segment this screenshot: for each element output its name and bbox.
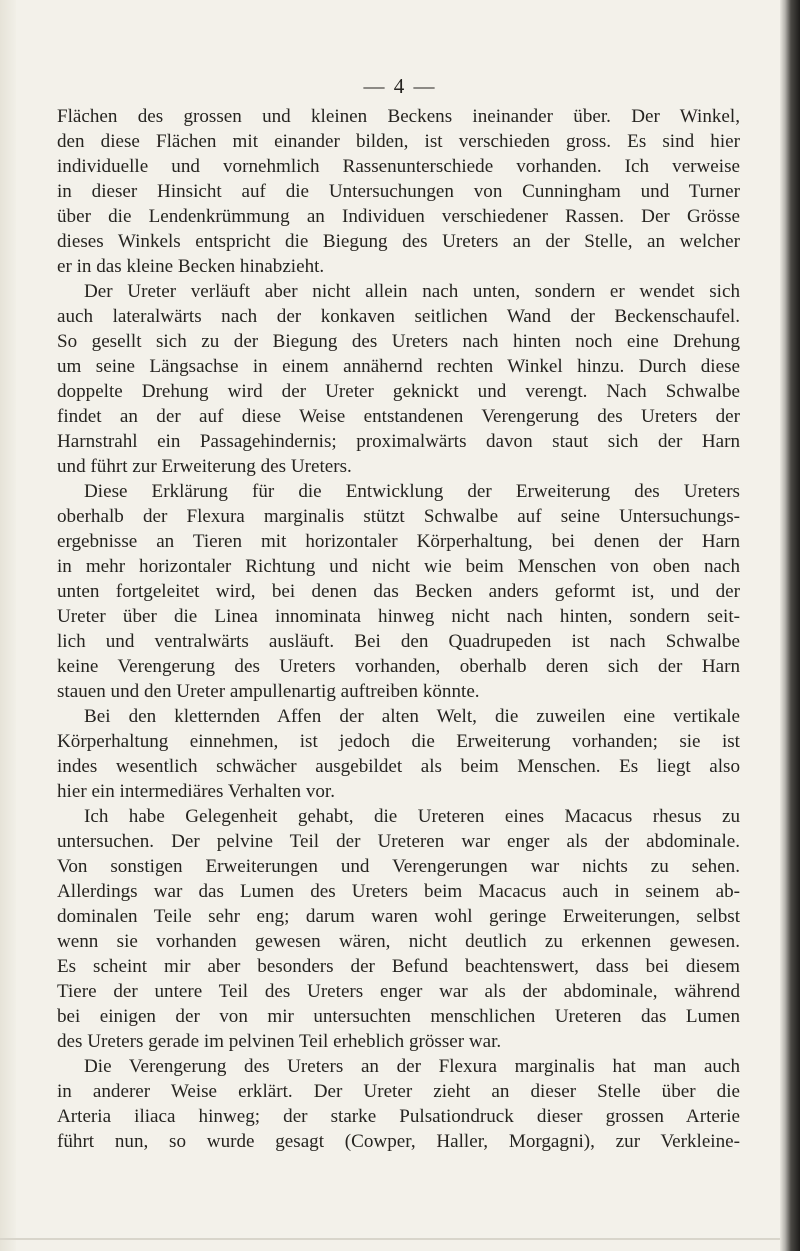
text-line: doppelte Drehung wird der Ureter geknickt und verengt. Nach Schwalbe [57, 381, 740, 402]
text-line: Körperhaltung einnehmen, ist jedoch die Erweiterung vorhanden; sie ist [57, 731, 740, 752]
text-line: den diese Flächen mit einander bilden, ist verschieden gross. Es sind hier [57, 131, 740, 152]
text-line: in dieser Hinsicht auf die Untersuchungen von Cunningham und Turner [57, 181, 740, 202]
text-line: führt nun, so wurde gesagt (Cowper, Haller, Morgagni), zur Verkleine- [57, 1131, 740, 1152]
text-line: dieses Winkels entspricht die Biegung des Ureters an der Stelle, an welcher [57, 231, 740, 252]
text-line: Diese Erklärung für die Entwicklung der Erweiterung des Ureters [84, 481, 740, 502]
text-line: über die Lendenkrümmung an Individuen verschiedener Rassen. Der Grösse [57, 206, 740, 227]
text-line: stauen und den Ureter ampullenartig auftreiben könnte. [57, 681, 480, 702]
text-line: oberhalb der Flexura marginalis stützt Schwalbe auf seine Untersuchungs- [57, 506, 740, 527]
body-text [57, 104, 740, 1154]
text-line: Ureter über die Linea innominata hinweg nicht nach hinten, sondern seit- [57, 606, 740, 627]
text-line: Bei den kletternden Affen der alten Welt, die zuweilen eine vertikale [84, 706, 740, 727]
text-line: untersuchen. Der pelvine Teil der Ureteren war enger als der abdominale. [57, 831, 740, 852]
text-line: Die Verengerung des Ureters an der Flexura marginalis hat man auch [84, 1056, 740, 1077]
book-binding-edge [780, 0, 800, 1251]
text-line: und führt zur Erweiterung des Ureters. [57, 456, 352, 477]
text-line: Allerdings war das Lumen des Ureters beim Macacus auch in seinem ab- [57, 881, 740, 902]
text-line: ergebnisse an Tieren mit horizontaler Körperhaltung, bei denen der Harn [57, 531, 740, 552]
text-line: dominalen Teile sehr eng; darum waren wohl geringe Erweiterungen, selbst [57, 906, 740, 927]
text-line: keine Verengerung des Ureters vorhanden, oberhalb deren sich der Harn [57, 656, 740, 677]
text-line: wenn sie vorhanden gewesen wären, nicht deutlich zu erkennen gewesen. [57, 931, 740, 952]
text-line: er in das kleine Becken hinabzieht. [57, 256, 325, 277]
text-line: Von sonstigen Erweiterungen und Verengerungen war nichts zu sehen. [57, 856, 740, 877]
text-line: Ich habe Gelegenheit gehabt, die Ureteren eines Macacus rhesus zu [84, 806, 740, 827]
text-line: bei einigen der von mir untersuchten menschlichen Ureteren das Lumen [57, 1006, 740, 1027]
text-line: So gesellt sich zu der Biegung des Ureters nach hinten noch eine Drehung [57, 331, 740, 352]
page-number: — 4 — [363, 74, 437, 98]
text-line: in mehr horizontaler Richtung und nicht wie beim Menschen von oben nach [57, 556, 740, 577]
text-line: hier ein intermediäres Verhalten vor. [57, 781, 335, 802]
text-line: unten fortgeleitet wird, bei denen das Becken anders geformt ist, und der [57, 581, 740, 602]
text-line: Flächen des grossen und kleinen Beckens ineinander über. Der Winkel, [57, 106, 740, 127]
page-bottom-edge [0, 1238, 780, 1240]
text-line: Harnstrahl ein Passagehindernis; proximalwärts davon staut sich der Harn [57, 431, 740, 452]
text-line: des Ureters gerade im pelvinen Teil erheblich grösser war. [57, 1031, 502, 1052]
page-left-margin [0, 0, 16, 1251]
text-line: individuelle und vornehmlich Rassenunterschiede vorhanden. Ich verweise [57, 156, 740, 177]
text-line: Der Ureter verläuft aber nicht allein nach unten, sondern er wendet sich [84, 281, 740, 302]
text-line: Es scheint mir aber besonders der Befund beachtenswert, dass bei diesem [57, 956, 740, 977]
text-line: in anderer Weise erklärt. Der Ureter zieht an dieser Stelle über die [57, 1081, 740, 1102]
text-line: lich und ventralwärts ausläuft. Bei den Quadrupeden ist nach Schwalbe [57, 631, 740, 652]
text-line: auch lateralwärts nach der konkaven seitlichen Wand der Beckenschaufel. [57, 306, 740, 327]
text-line: Tiere der untere Teil des Ureters enger war als der abdominale, während [57, 981, 740, 1002]
text-line: findet an der auf diese Weise entstandenen Verengerung des Ureters der [57, 406, 740, 427]
text-line: Arteria iliaca hinweg; der starke Pulsationdruck dieser grossen Arterie [57, 1106, 740, 1127]
text-line: indes wesentlich schwächer ausgebildet als beim Menschen. Es liegt also [57, 756, 740, 777]
text-line: um seine Längsachse in einem annähernd rechten Winkel hinzu. Durch diese [57, 356, 740, 377]
